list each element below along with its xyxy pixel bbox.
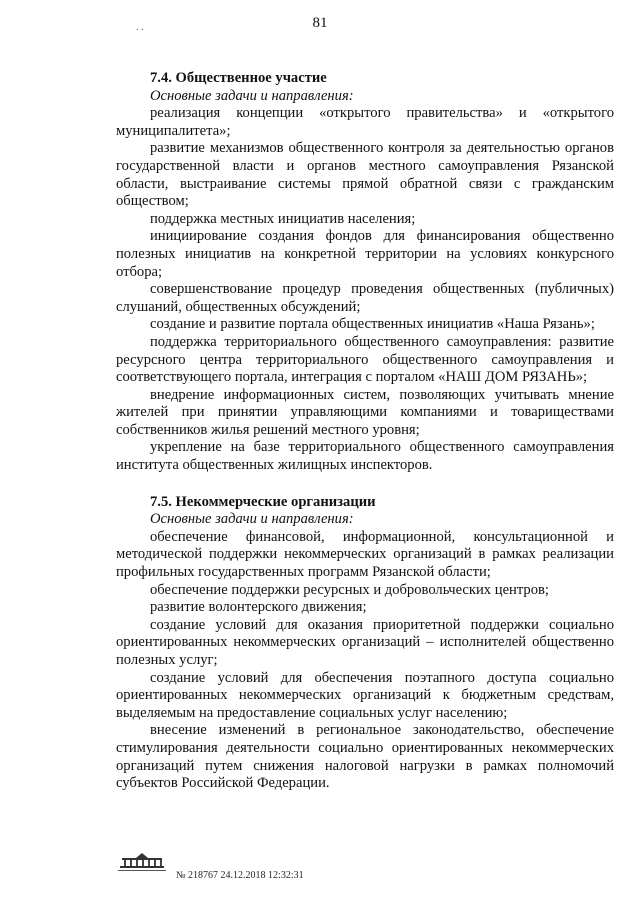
list-item: обеспечение поддержки ресурсных и добровольческих центров;: [150, 581, 549, 598]
list-item: внесение изменений в региональное законодательство, обеспечение стимулирования деятельности социально ориентированных некоммерческих организаций путем снижения налоговой нагрузки в рамках полномочий субъектов Российской Федерации.: [116, 722, 614, 792]
list-item: создание условий для обеспечения поэтапного доступа социально ориентированных некоммерческих организаций к бюджетным средствам, выделяемым на предоставление социальных услуг населению;: [116, 669, 614, 721]
section-subtitle: Основные задачи и направления:: [150, 511, 354, 528]
section-title: 7.4. Общественное участие: [150, 70, 327, 86]
list-item: обеспечение финансовой, информационной, консультационной и методической поддержки некоммерческих организаций в рамках реализации профильных государственных программ Рязанской области;: [116, 528, 614, 581]
list-item: создание условий для оказания приоритетной поддержки социально ориентированных некоммерческих организаций – исполнителей общественно полезных услуг;: [116, 616, 614, 668]
list-item: создание и развитие портала общественных инициатив «Наша Рязань»;: [150, 316, 595, 333]
list-item: инициирование создания фондов для финансирования общественно полезных инициатив на конкретной территории на условиях конкурсного отбора;: [116, 228, 614, 280]
section-7-5: [116, 494, 614, 793]
list-item: совершенствование процедур проведения общественных (публичных) слушаний, общественных обсуждений;: [116, 281, 614, 315]
list-item: укрепление на базе территориального общественного самоуправления института общественных жилищных инспекторов.: [116, 439, 614, 474]
section-spacer: [116, 475, 614, 494]
government-logo-icon: [116, 852, 168, 872]
list-item: реализация концепции «открытого правительства» и «открытого муниципалитета»;: [116, 105, 614, 139]
list-item: поддержка местных инициатив населения;: [150, 210, 416, 227]
section-subtitle: Основные задачи и направления:: [150, 87, 354, 104]
list-item: поддержка территориального общественного самоуправления: развитие ресурсного центра территориального общественного самоуправления и соответствующего портала, интеграция с порталом «НАШ ДОМ РЯЗАНЬ»;: [116, 333, 614, 386]
list-item: развитие механизмов общественного контроля за деятельностью органов государственной власти и органов местного самоуправления Рязанской области, выстраивание системы прямой обратной связи с гражданским обществом;: [116, 140, 614, 210]
document-registration-stamp: № 218767 24.12.2018 12:32:31: [176, 870, 304, 881]
list-item: развитие волонтерского движения;: [150, 599, 367, 616]
scan-speck: . .: [136, 22, 144, 33]
document-body: [116, 70, 614, 793]
government-building-icon: [116, 852, 168, 872]
section-title: 7.5. Некоммерческие организации: [150, 493, 376, 510]
page-number: 81: [312, 15, 328, 31]
section-7-4: [116, 70, 614, 475]
list-item: внедрение информационных систем, позволяющих учитывать мнение жителей при принятии управляющими компаниями и товариществами собственников жилья решений местного уровня;: [116, 386, 614, 438]
